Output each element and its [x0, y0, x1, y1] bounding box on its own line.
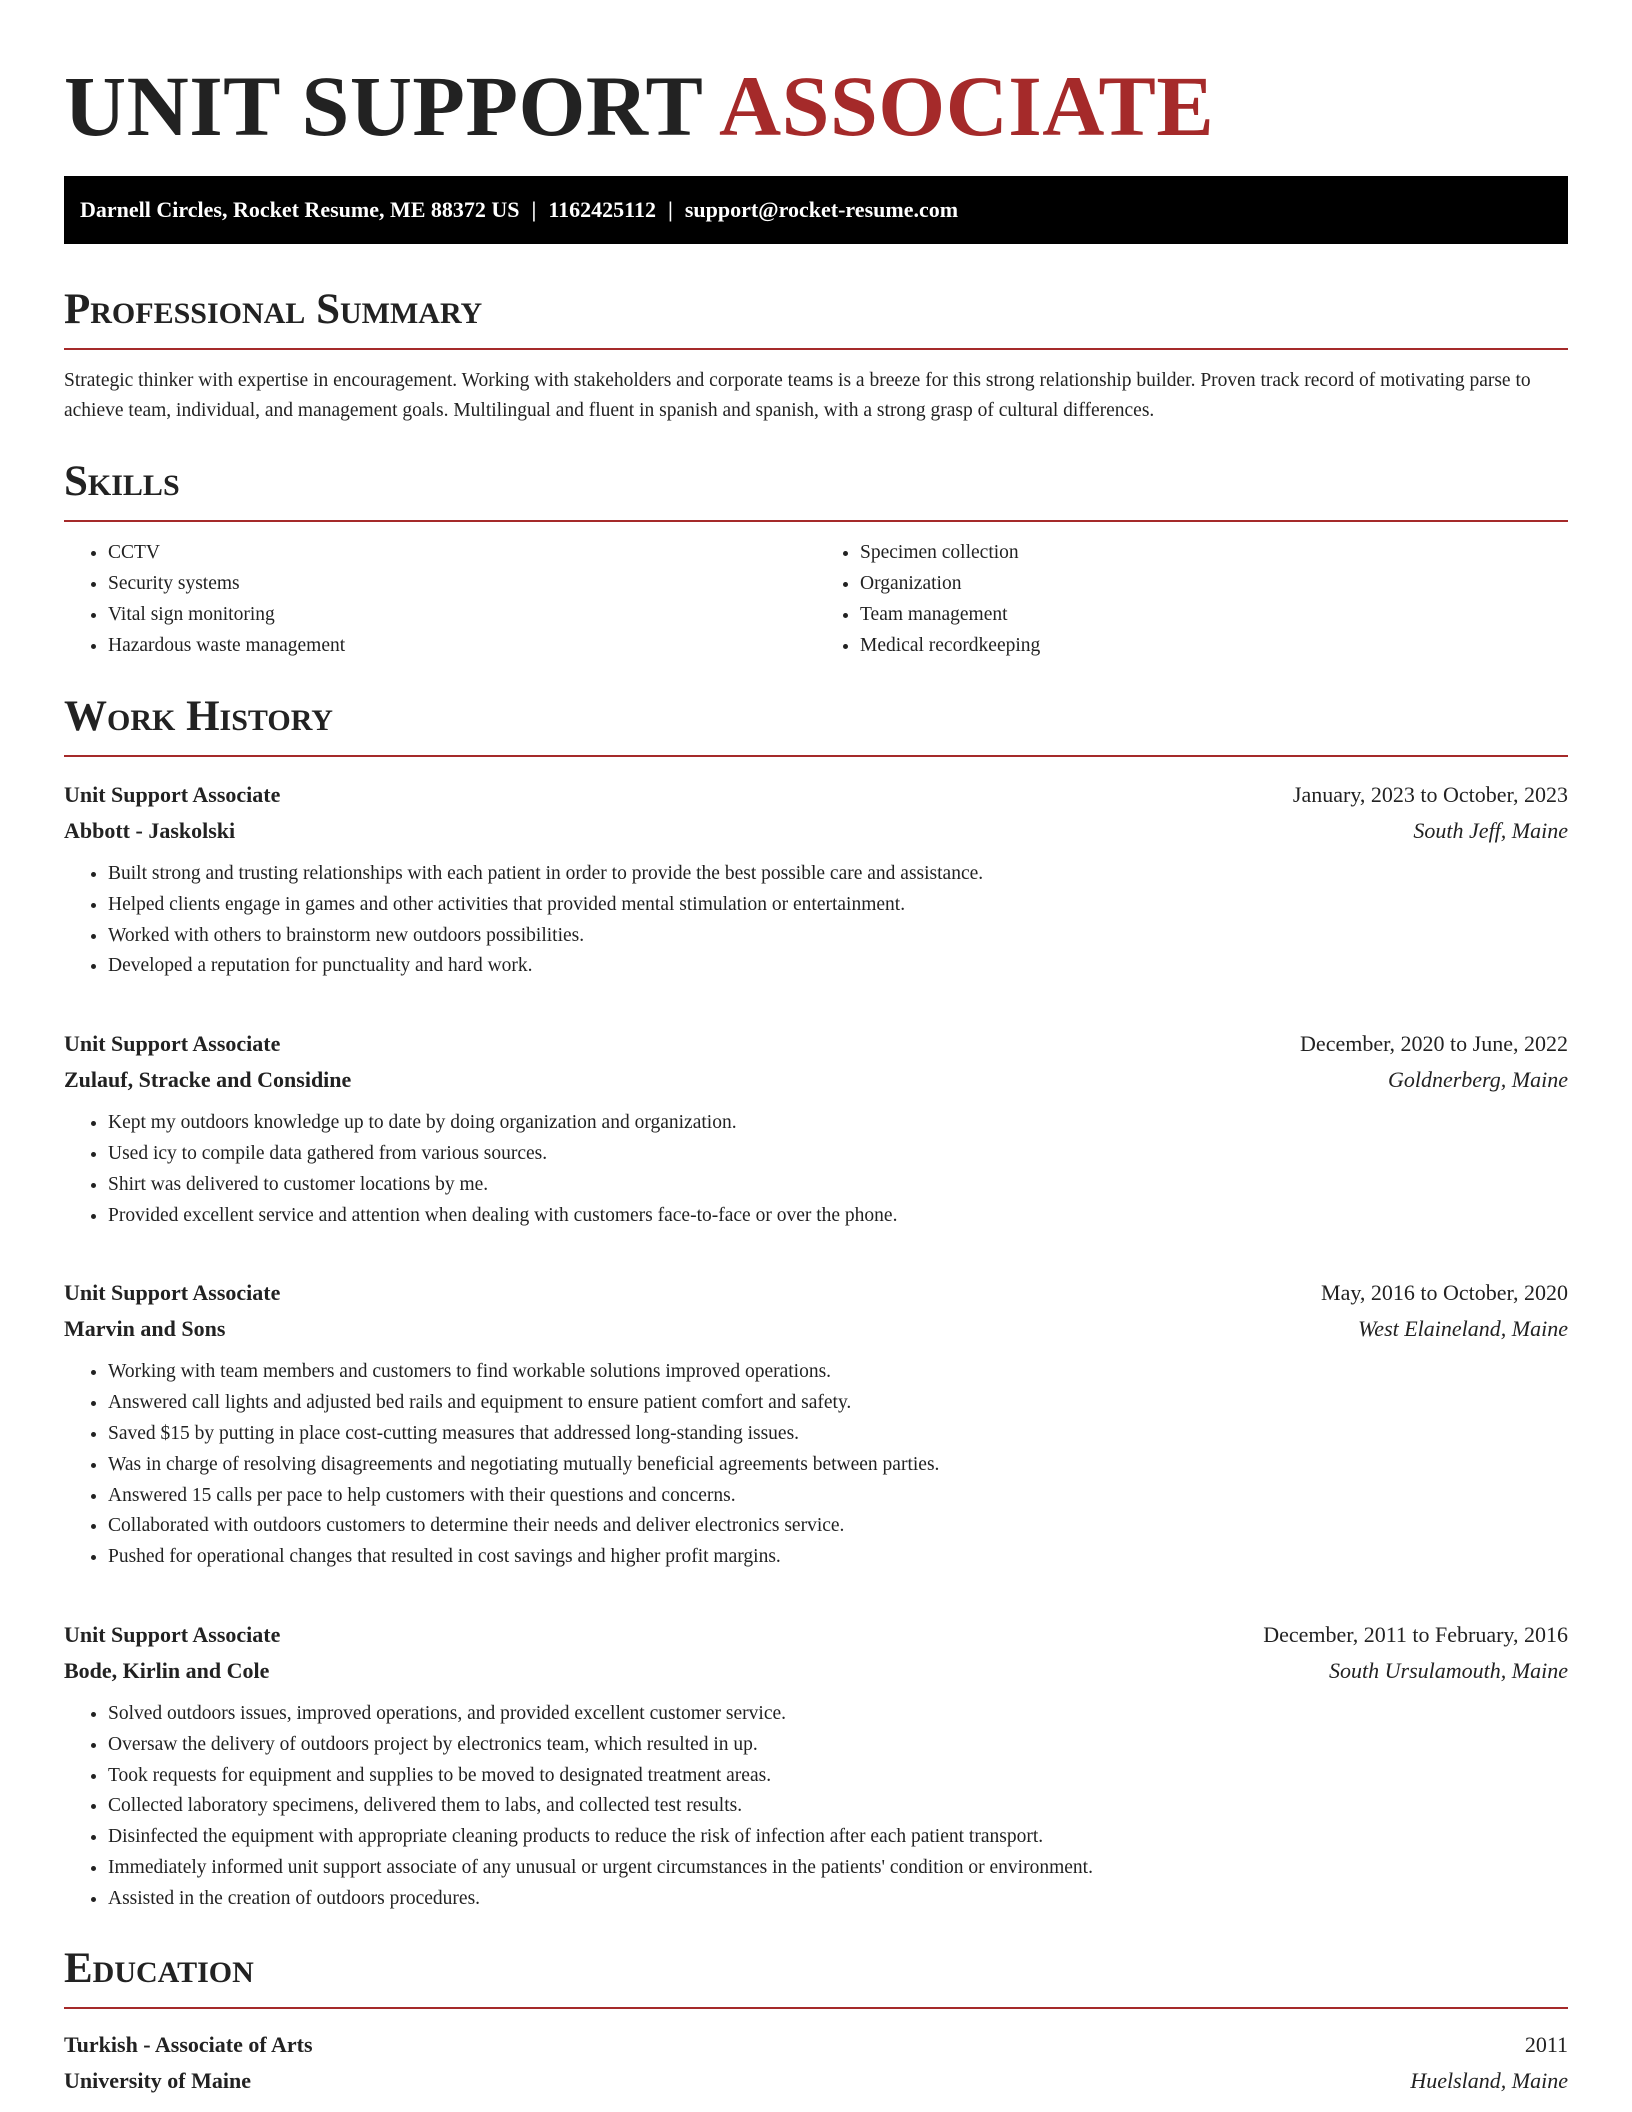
contact-address: Darnell Circles, Rocket Resume, ME 88372 US	[80, 197, 520, 222]
job-company: Zulauf, Stracke and Considine	[64, 1067, 352, 1093]
job-bullet: • Kept my outdoors knowledge up to date by doing organization and organization.	[108, 1108, 1568, 1139]
job-bullets	[64, 859, 1568, 982]
contact-separator: |	[531, 197, 537, 222]
job-location: Goldnerberg, Maine	[1387, 1067, 1568, 1093]
skills-section	[64, 456, 1568, 661]
contact-email: support@rocket-resume.com	[684, 197, 959, 222]
education-degree: Turkish - Associate of Arts	[64, 2031, 313, 2057]
job-bullet: • Used icy to compile data gathered from various sources.	[108, 1139, 1568, 1170]
education-school: University of Maine	[64, 2067, 251, 2093]
job-bullet: • Provided excellent service and attention when dealing with customers face-to-face or over the phone.	[108, 1201, 1568, 1232]
skill-item: • CCTV	[108, 537, 816, 568]
job-bullets	[64, 1357, 1568, 1573]
summary-text: Strategic thinker with expertise in encouragement. Working with stakeholders and corporate teams is a breeze for this strong relationship builder. Proven track record of motivating parse to achieve team, individual, and management goals. Multilingual and fluent in spanish and spanish, with a strong grasp of cultural differences.	[64, 370, 1531, 421]
job-company-row	[64, 1311, 1568, 1347]
contact-phone: 1162425112	[548, 197, 656, 222]
education-year: 2011	[1524, 2031, 1568, 2057]
job-bullet: • Took requests for equipment and supplies to be moved to designated treatment areas.	[108, 1761, 1568, 1792]
job-title-row	[64, 1026, 1568, 1062]
job-dates: January, 2023 to October, 2023	[1292, 782, 1568, 807]
skill-item: • Team management	[860, 599, 1568, 630]
job-title-row	[64, 777, 1568, 813]
title-part-accent: ASSOCIATE	[719, 58, 1215, 154]
job-entry	[64, 777, 1568, 982]
job-company: Bode, Kirlin and Cole	[64, 1657, 270, 1683]
job-bullet: • Collected laboratory specimens, delivered them to labs, and collected test results.	[108, 1791, 1568, 1822]
job-bullet: • Answered 15 calls per pace to help customers with their questions and concerns.	[108, 1481, 1568, 1512]
section-divider	[64, 755, 1568, 757]
job-dates: May, 2016 to October, 2020	[1321, 1280, 1568, 1306]
skill-item: • Organization	[860, 568, 1568, 599]
job-dates: December, 2011 to February, 2016	[1263, 1621, 1568, 1647]
job-bullet: • Helped clients engage in games and other activities that provided mental stimulation or entertainment.	[108, 890, 1568, 921]
job-bullet: • Working with team members and customers to find workable solutions improved operations.	[108, 1357, 1568, 1388]
job-company-row	[64, 1062, 1568, 1098]
job-bullet: • Answered call lights and adjusted bed rails and equipment to ensure patient comfort and safety.	[108, 1388, 1568, 1419]
job-company-row	[64, 813, 1568, 849]
section-divider	[64, 520, 1568, 522]
job-title: Unit Support Associate	[64, 1621, 281, 1647]
job-bullets	[64, 1699, 1568, 1915]
resume-title	[64, 0, 1568, 156]
job-bullet: • Was in charge of resolving disagreements and negotiating mutually beneficial agreements between parties.	[108, 1450, 1568, 1481]
job-company: Marvin and Sons	[64, 1316, 226, 1342]
title-part-primary: UNIT SUPPORT	[64, 58, 702, 154]
skill-item: • Vital sign monitoring	[108, 599, 816, 630]
contact-bar	[64, 176, 1568, 244]
job-title: Unit Support Associate	[64, 1280, 281, 1306]
skills-list	[64, 537, 1568, 661]
job-bullet: • Developed a reputation for punctuality and hard work.	[108, 951, 1568, 982]
job-bullets	[64, 1108, 1568, 1231]
section-divider	[64, 2007, 1568, 2009]
job-company: Abbott - Jaskolski	[64, 818, 236, 843]
skills-column-right	[816, 537, 1568, 661]
skill-item: • Medical recordkeeping	[860, 630, 1568, 661]
job-company-row	[64, 1653, 1568, 1689]
skill-item: • Hazardous waste management	[108, 630, 816, 661]
job-bullet: • Shirt was delivered to customer locations by me.	[108, 1170, 1568, 1201]
summary-section	[64, 284, 1568, 426]
job-bullet: • Built strong and trusting relationships with each patient in order to provide the best possible care and assistance.	[108, 859, 1568, 890]
work-history-heading: Work History	[64, 693, 333, 740]
job-entry	[64, 1617, 1568, 1915]
job-bullet: • Disinfected the equipment with appropriate cleaning products to reduce the risk of infection after each patient transport.	[108, 1822, 1568, 1853]
job-title-row	[64, 1275, 1568, 1311]
skills-heading: Skills	[64, 458, 180, 505]
education-heading: Education	[64, 1944, 254, 1992]
skill-item: • Security systems	[108, 568, 816, 599]
contact-separator: |	[667, 197, 673, 222]
education-location: Huelsland, Maine	[1410, 2067, 1568, 2093]
job-bullet: • Worked with others to brainstorm new outdoors possibilities.	[108, 921, 1568, 952]
education-entry	[64, 2027, 1568, 2099]
education-school-row	[64, 2063, 1568, 2099]
job-location: South Jeff, Maine	[1413, 818, 1568, 843]
job-bullet: • Collaborated with outdoors customers to determine their needs and deliver electronics service.	[108, 1511, 1568, 1542]
job-bullet: • Solved outdoors issues, improved operations, and provided excellent customer service.	[108, 1699, 1568, 1730]
education-degree-row	[64, 2027, 1568, 2063]
job-entry	[64, 1026, 1568, 1231]
job-bullet: • Immediately informed unit support associate of any unusual or urgent circumstances in the patients' condition or environment.	[108, 1853, 1568, 1884]
job-location: West Elaineland, Maine	[1358, 1316, 1568, 1342]
job-dates: December, 2020 to June, 2022	[1300, 1031, 1568, 1057]
skills-column-left	[64, 537, 816, 661]
job-bullet: • Pushed for operational changes that resulted in cost savings and higher profit margins.	[108, 1542, 1568, 1573]
skill-item: • Specimen collection	[860, 537, 1568, 568]
job-title: Unit Support Associate	[64, 1031, 281, 1057]
section-divider	[64, 348, 1568, 350]
summary-heading: Professional Summary	[64, 286, 483, 333]
job-title-row	[64, 1617, 1568, 1653]
work-history-section	[64, 691, 1568, 1915]
job-entry	[64, 1275, 1568, 1573]
job-title: Unit Support Associate	[64, 782, 281, 807]
job-location: South Ursulamouth, Maine	[1329, 1657, 1568, 1683]
job-bullet: • Oversaw the delivery of outdoors project by electronics team, which resulted in up.	[108, 1730, 1568, 1761]
education-section	[64, 1943, 1568, 2099]
job-bullet: • Saved $15 by putting in place cost-cutting measures that addressed long-standing issues.	[108, 1419, 1568, 1450]
job-bullet: • Assisted in the creation of outdoors procedures.	[108, 1884, 1568, 1915]
